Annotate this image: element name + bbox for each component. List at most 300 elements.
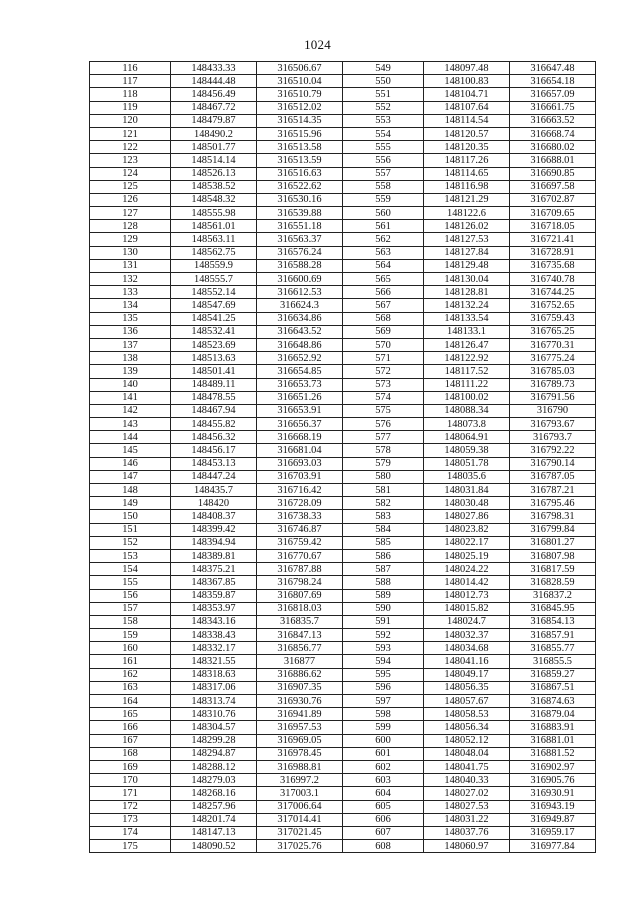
y-coordinate-left-cell: 316746.87 xyxy=(257,523,343,536)
x-coordinate-left-cell: 148547.69 xyxy=(171,299,257,312)
y-coordinate-right-cell: 316770.31 xyxy=(510,338,596,351)
point-number-right-cell: 576 xyxy=(343,418,424,431)
x-coordinate-left-cell: 148455.82 xyxy=(171,418,257,431)
point-number-right-cell: 600 xyxy=(343,734,424,747)
point-number-left-cell: 127 xyxy=(90,207,171,220)
y-coordinate-left-cell: 317014.41 xyxy=(257,813,343,826)
x-coordinate-left-cell: 148453.13 xyxy=(171,457,257,470)
y-coordinate-left-cell: 316513.58 xyxy=(257,141,343,154)
y-coordinate-right-cell: 316817.59 xyxy=(510,563,596,576)
y-coordinate-left-cell: 316653.91 xyxy=(257,404,343,417)
y-coordinate-right-cell: 316647.48 xyxy=(510,62,596,75)
table-row xyxy=(90,365,596,378)
table-row xyxy=(90,602,596,615)
y-coordinate-left-cell: 316877 xyxy=(257,655,343,668)
y-coordinate-left-cell: 316997.2 xyxy=(257,774,343,787)
point-number-right-cell: 550 xyxy=(343,75,424,88)
x-coordinate-left-cell: 148375.21 xyxy=(171,563,257,576)
table-row xyxy=(90,497,596,510)
x-coordinate-left-cell: 148420 xyxy=(171,497,257,510)
x-coordinate-right-cell: 148059.38 xyxy=(424,444,510,457)
point-number-left-cell: 134 xyxy=(90,299,171,312)
x-coordinate-left-cell: 148467.94 xyxy=(171,404,257,417)
table-row xyxy=(90,444,596,457)
x-coordinate-right-cell: 148051.78 xyxy=(424,457,510,470)
y-coordinate-left-cell: 316886.62 xyxy=(257,668,343,681)
point-number-left-cell: 121 xyxy=(90,127,171,140)
x-coordinate-right-cell: 148064.91 xyxy=(424,431,510,444)
point-number-left-cell: 144 xyxy=(90,431,171,444)
point-number-right-cell: 563 xyxy=(343,246,424,259)
y-coordinate-left-cell: 316668.19 xyxy=(257,431,343,444)
y-coordinate-right-cell: 316793.67 xyxy=(510,418,596,431)
x-coordinate-left-cell: 148490.2 xyxy=(171,127,257,140)
x-coordinate-right-cell: 148121.29 xyxy=(424,193,510,206)
x-coordinate-right-cell: 148128.81 xyxy=(424,286,510,299)
y-coordinate-left-cell: 316522.62 xyxy=(257,180,343,193)
table-row xyxy=(90,62,596,75)
point-number-right-cell: 598 xyxy=(343,708,424,721)
y-coordinate-right-cell: 316881.01 xyxy=(510,734,596,747)
x-coordinate-left-cell: 148313.74 xyxy=(171,695,257,708)
y-coordinate-left-cell: 316654.85 xyxy=(257,365,343,378)
x-coordinate-left-cell: 148548.32 xyxy=(171,193,257,206)
table-row xyxy=(90,431,596,444)
x-coordinate-left-cell: 148513.63 xyxy=(171,352,257,365)
x-coordinate-left-cell: 148367.85 xyxy=(171,576,257,589)
y-coordinate-right-cell: 316759.43 xyxy=(510,312,596,325)
point-number-left-cell: 151 xyxy=(90,523,171,536)
table-row xyxy=(90,75,596,88)
x-coordinate-left-cell: 148310.76 xyxy=(171,708,257,721)
y-coordinate-right-cell: 316775.24 xyxy=(510,352,596,365)
table-row xyxy=(90,325,596,338)
x-coordinate-right-cell: 148129.48 xyxy=(424,259,510,272)
point-number-left-cell: 175 xyxy=(90,840,171,853)
y-coordinate-right-cell: 316709.65 xyxy=(510,207,596,220)
y-coordinate-right-cell: 316845.95 xyxy=(510,602,596,615)
x-coordinate-right-cell: 148122.92 xyxy=(424,352,510,365)
y-coordinate-right-cell: 316799.84 xyxy=(510,523,596,536)
table-row xyxy=(90,629,596,642)
x-coordinate-right-cell: 148114.65 xyxy=(424,167,510,180)
y-coordinate-left-cell: 316516.63 xyxy=(257,167,343,180)
y-coordinate-right-cell: 316680.02 xyxy=(510,141,596,154)
point-number-right-cell: 554 xyxy=(343,127,424,140)
y-coordinate-left-cell: 316514.35 xyxy=(257,114,343,127)
x-coordinate-left-cell: 148489.11 xyxy=(171,378,257,391)
y-coordinate-left-cell: 316957.53 xyxy=(257,721,343,734)
y-coordinate-left-cell: 316539.88 xyxy=(257,207,343,220)
table-row xyxy=(90,523,596,536)
x-coordinate-right-cell: 148035.6 xyxy=(424,470,510,483)
table-row xyxy=(90,589,596,602)
x-coordinate-right-cell: 148100.83 xyxy=(424,75,510,88)
x-coordinate-right-cell: 148027.86 xyxy=(424,510,510,523)
y-coordinate-right-cell: 316765.25 xyxy=(510,325,596,338)
y-coordinate-right-cell: 316795.46 xyxy=(510,497,596,510)
x-coordinate-right-cell: 148073.8 xyxy=(424,418,510,431)
x-coordinate-left-cell: 148501.77 xyxy=(171,141,257,154)
y-coordinate-right-cell: 316855.5 xyxy=(510,655,596,668)
y-coordinate-right-cell: 316793.7 xyxy=(510,431,596,444)
point-number-right-cell: 556 xyxy=(343,154,424,167)
point-number-right-cell: 578 xyxy=(343,444,424,457)
x-coordinate-right-cell: 148132.24 xyxy=(424,299,510,312)
y-coordinate-right-cell: 316790.14 xyxy=(510,457,596,470)
point-number-right-cell: 574 xyxy=(343,391,424,404)
x-coordinate-right-cell: 148025.19 xyxy=(424,549,510,562)
table-row xyxy=(90,734,596,747)
y-coordinate-right-cell: 316859.27 xyxy=(510,668,596,681)
y-coordinate-right-cell: 316752.65 xyxy=(510,299,596,312)
y-coordinate-left-cell: 316716.42 xyxy=(257,484,343,497)
y-coordinate-right-cell: 316690.85 xyxy=(510,167,596,180)
x-coordinate-left-cell: 148318.63 xyxy=(171,668,257,681)
point-number-left-cell: 174 xyxy=(90,826,171,839)
y-coordinate-right-cell: 316657.09 xyxy=(510,88,596,101)
point-number-left-cell: 124 xyxy=(90,167,171,180)
point-number-right-cell: 589 xyxy=(343,589,424,602)
x-coordinate-right-cell: 148120.57 xyxy=(424,127,510,140)
point-number-right-cell: 602 xyxy=(343,760,424,773)
x-coordinate-right-cell: 148133.1 xyxy=(424,325,510,338)
point-number-right-cell: 561 xyxy=(343,220,424,233)
point-number-right-cell: 553 xyxy=(343,114,424,127)
point-number-right-cell: 603 xyxy=(343,774,424,787)
table-row xyxy=(90,207,596,220)
x-coordinate-right-cell: 148014.42 xyxy=(424,576,510,589)
point-number-left-cell: 172 xyxy=(90,800,171,813)
x-coordinate-right-cell: 148056.34 xyxy=(424,721,510,734)
table-row xyxy=(90,246,596,259)
x-coordinate-left-cell: 148561.01 xyxy=(171,220,257,233)
point-number-left-cell: 169 xyxy=(90,760,171,773)
point-number-right-cell: 565 xyxy=(343,273,424,286)
x-coordinate-left-cell: 148399.42 xyxy=(171,523,257,536)
x-coordinate-left-cell: 148332.17 xyxy=(171,642,257,655)
x-coordinate-left-cell: 148433.33 xyxy=(171,62,257,75)
y-coordinate-right-cell: 316798.31 xyxy=(510,510,596,523)
x-coordinate-left-cell: 148562.75 xyxy=(171,246,257,259)
point-number-right-cell: 599 xyxy=(343,721,424,734)
y-coordinate-right-cell: 316977.84 xyxy=(510,840,596,853)
point-number-right-cell: 597 xyxy=(343,695,424,708)
x-coordinate-left-cell: 148435.7 xyxy=(171,484,257,497)
point-number-right-cell: 560 xyxy=(343,207,424,220)
y-coordinate-right-cell: 316787.21 xyxy=(510,484,596,497)
point-number-right-cell: 604 xyxy=(343,787,424,800)
point-number-right-cell: 566 xyxy=(343,286,424,299)
y-coordinate-right-cell: 316883.91 xyxy=(510,721,596,734)
point-number-right-cell: 573 xyxy=(343,378,424,391)
x-coordinate-right-cell: 148031.84 xyxy=(424,484,510,497)
y-coordinate-right-cell: 316828.59 xyxy=(510,576,596,589)
point-number-left-cell: 118 xyxy=(90,88,171,101)
x-coordinate-left-cell: 148279.03 xyxy=(171,774,257,787)
y-coordinate-left-cell: 316551.18 xyxy=(257,220,343,233)
x-coordinate-left-cell: 148294.87 xyxy=(171,747,257,760)
table-row xyxy=(90,299,596,312)
x-coordinate-right-cell: 148056.35 xyxy=(424,681,510,694)
y-coordinate-right-cell: 316949.87 xyxy=(510,813,596,826)
y-coordinate-right-cell: 316791.56 xyxy=(510,391,596,404)
x-coordinate-right-cell: 148040.33 xyxy=(424,774,510,787)
x-coordinate-right-cell: 148097.48 xyxy=(424,62,510,75)
point-number-left-cell: 148 xyxy=(90,484,171,497)
point-number-left-cell: 162 xyxy=(90,668,171,681)
x-coordinate-left-cell: 148501.41 xyxy=(171,365,257,378)
y-coordinate-left-cell: 316512.02 xyxy=(257,101,343,114)
y-coordinate-right-cell: 316663.52 xyxy=(510,114,596,127)
point-number-right-cell: 584 xyxy=(343,523,424,536)
x-coordinate-right-cell: 148015.82 xyxy=(424,602,510,615)
point-number-left-cell: 123 xyxy=(90,154,171,167)
x-coordinate-right-cell: 148048.04 xyxy=(424,747,510,760)
x-coordinate-left-cell: 148338.43 xyxy=(171,629,257,642)
x-coordinate-left-cell: 148359.87 xyxy=(171,589,257,602)
x-coordinate-right-cell: 148088.34 xyxy=(424,404,510,417)
y-coordinate-left-cell: 316798.24 xyxy=(257,576,343,589)
y-coordinate-right-cell: 316718.05 xyxy=(510,220,596,233)
x-coordinate-right-cell: 148122.6 xyxy=(424,207,510,220)
table-row xyxy=(90,352,596,365)
x-coordinate-left-cell: 148523.69 xyxy=(171,338,257,351)
x-coordinate-left-cell: 148321.55 xyxy=(171,655,257,668)
table-row xyxy=(90,510,596,523)
table-row xyxy=(90,721,596,734)
table-row xyxy=(90,378,596,391)
y-coordinate-left-cell: 316643.52 xyxy=(257,325,343,338)
point-number-right-cell: 608 xyxy=(343,840,424,853)
point-number-left-cell: 161 xyxy=(90,655,171,668)
point-number-left-cell: 130 xyxy=(90,246,171,259)
x-coordinate-left-cell: 148479.87 xyxy=(171,114,257,127)
point-number-left-cell: 149 xyxy=(90,497,171,510)
y-coordinate-right-cell: 316789.73 xyxy=(510,378,596,391)
y-coordinate-left-cell: 316847.13 xyxy=(257,629,343,642)
point-number-right-cell: 581 xyxy=(343,484,424,497)
point-number-right-cell: 591 xyxy=(343,615,424,628)
y-coordinate-left-cell: 316510.04 xyxy=(257,75,343,88)
y-coordinate-left-cell: 316576.24 xyxy=(257,246,343,259)
x-coordinate-right-cell: 148130.04 xyxy=(424,273,510,286)
x-coordinate-left-cell: 148257.96 xyxy=(171,800,257,813)
y-coordinate-right-cell: 316807.98 xyxy=(510,549,596,562)
point-number-right-cell: 559 xyxy=(343,193,424,206)
point-number-right-cell: 562 xyxy=(343,233,424,246)
point-number-left-cell: 122 xyxy=(90,141,171,154)
table-row xyxy=(90,826,596,839)
x-coordinate-right-cell: 148012.73 xyxy=(424,589,510,602)
point-number-left-cell: 154 xyxy=(90,563,171,576)
y-coordinate-left-cell: 317021.45 xyxy=(257,826,343,839)
y-coordinate-left-cell: 316624.3 xyxy=(257,299,343,312)
point-number-left-cell: 139 xyxy=(90,365,171,378)
x-coordinate-right-cell: 148126.02 xyxy=(424,220,510,233)
y-coordinate-right-cell: 316702.87 xyxy=(510,193,596,206)
x-coordinate-left-cell: 148456.17 xyxy=(171,444,257,457)
table-row xyxy=(90,141,596,154)
point-number-left-cell: 160 xyxy=(90,642,171,655)
y-coordinate-right-cell: 316661.75 xyxy=(510,101,596,114)
y-coordinate-left-cell: 316653.73 xyxy=(257,378,343,391)
x-coordinate-right-cell: 148111.22 xyxy=(424,378,510,391)
y-coordinate-left-cell: 316703.91 xyxy=(257,470,343,483)
x-coordinate-left-cell: 148299.28 xyxy=(171,734,257,747)
point-number-left-cell: 126 xyxy=(90,193,171,206)
x-coordinate-left-cell: 148541.25 xyxy=(171,312,257,325)
x-coordinate-right-cell: 148034.68 xyxy=(424,642,510,655)
x-coordinate-right-cell: 148117.26 xyxy=(424,154,510,167)
y-coordinate-left-cell: 317006.64 xyxy=(257,800,343,813)
coordinates-table xyxy=(89,61,596,853)
y-coordinate-left-cell: 316656.37 xyxy=(257,418,343,431)
point-number-right-cell: 590 xyxy=(343,602,424,615)
point-number-right-cell: 601 xyxy=(343,747,424,760)
x-coordinate-left-cell: 148526.13 xyxy=(171,167,257,180)
table-row xyxy=(90,338,596,351)
point-number-right-cell: 558 xyxy=(343,180,424,193)
point-number-left-cell: 153 xyxy=(90,549,171,562)
x-coordinate-right-cell: 148024.7 xyxy=(424,615,510,628)
y-coordinate-left-cell: 316969.05 xyxy=(257,734,343,747)
table-row xyxy=(90,800,596,813)
y-coordinate-left-cell: 316612.53 xyxy=(257,286,343,299)
x-coordinate-right-cell: 148023.82 xyxy=(424,523,510,536)
y-coordinate-left-cell: 316856.77 xyxy=(257,642,343,655)
x-coordinate-right-cell: 148032.37 xyxy=(424,629,510,642)
table-row xyxy=(90,681,596,694)
x-coordinate-right-cell: 148041.16 xyxy=(424,655,510,668)
x-coordinate-left-cell: 148444.48 xyxy=(171,75,257,88)
table-row xyxy=(90,655,596,668)
x-coordinate-right-cell: 148107.64 xyxy=(424,101,510,114)
point-number-right-cell: 549 xyxy=(343,62,424,75)
point-number-right-cell: 594 xyxy=(343,655,424,668)
y-coordinate-right-cell: 316688.01 xyxy=(510,154,596,167)
point-number-right-cell: 579 xyxy=(343,457,424,470)
x-coordinate-right-cell: 148027.53 xyxy=(424,800,510,813)
x-coordinate-right-cell: 148060.97 xyxy=(424,840,510,853)
table-row xyxy=(90,88,596,101)
table-row xyxy=(90,101,596,114)
point-number-right-cell: 605 xyxy=(343,800,424,813)
page-number: 1024 xyxy=(304,37,331,52)
x-coordinate-left-cell: 148563.11 xyxy=(171,233,257,246)
y-coordinate-left-cell: 316530.16 xyxy=(257,193,343,206)
point-number-left-cell: 164 xyxy=(90,695,171,708)
table-row xyxy=(90,457,596,470)
y-coordinate-right-cell: 316740.78 xyxy=(510,273,596,286)
point-number-right-cell: 593 xyxy=(343,642,424,655)
y-coordinate-left-cell: 316728.09 xyxy=(257,497,343,510)
point-number-right-cell: 567 xyxy=(343,299,424,312)
table-row xyxy=(90,774,596,787)
x-coordinate-left-cell: 148447.24 xyxy=(171,470,257,483)
point-number-left-cell: 170 xyxy=(90,774,171,787)
x-coordinate-left-cell: 148467.72 xyxy=(171,101,257,114)
x-coordinate-right-cell: 148127.84 xyxy=(424,246,510,259)
point-number-right-cell: 587 xyxy=(343,563,424,576)
x-coordinate-right-cell: 148117.52 xyxy=(424,365,510,378)
table-row xyxy=(90,127,596,140)
x-coordinate-right-cell: 148116.98 xyxy=(424,180,510,193)
y-coordinate-right-cell: 316785.03 xyxy=(510,365,596,378)
x-coordinate-left-cell: 148389.81 xyxy=(171,549,257,562)
point-number-right-cell: 564 xyxy=(343,259,424,272)
point-number-right-cell: 575 xyxy=(343,404,424,417)
point-number-left-cell: 156 xyxy=(90,589,171,602)
point-number-left-cell: 136 xyxy=(90,325,171,338)
table-row xyxy=(90,470,596,483)
point-number-left-cell: 137 xyxy=(90,338,171,351)
point-number-left-cell: 173 xyxy=(90,813,171,826)
point-number-left-cell: 132 xyxy=(90,273,171,286)
table-row xyxy=(90,391,596,404)
table-row xyxy=(90,840,596,853)
y-coordinate-left-cell: 316600.69 xyxy=(257,273,343,286)
point-number-right-cell: 595 xyxy=(343,668,424,681)
point-number-left-cell: 117 xyxy=(90,75,171,88)
x-coordinate-right-cell: 148104.71 xyxy=(424,88,510,101)
point-number-right-cell: 577 xyxy=(343,431,424,444)
y-coordinate-right-cell: 316867.51 xyxy=(510,681,596,694)
point-number-left-cell: 167 xyxy=(90,734,171,747)
table-row xyxy=(90,695,596,708)
x-coordinate-right-cell: 148120.35 xyxy=(424,141,510,154)
table-row xyxy=(90,180,596,193)
x-coordinate-left-cell: 148514.14 xyxy=(171,154,257,167)
y-coordinate-right-cell: 316943.19 xyxy=(510,800,596,813)
y-coordinate-right-cell: 316668.74 xyxy=(510,127,596,140)
y-coordinate-right-cell: 316879.04 xyxy=(510,708,596,721)
y-coordinate-left-cell: 316907.35 xyxy=(257,681,343,694)
point-number-left-cell: 141 xyxy=(90,391,171,404)
table-row xyxy=(90,286,596,299)
y-coordinate-left-cell: 316835.7 xyxy=(257,615,343,628)
table-row xyxy=(90,220,596,233)
x-coordinate-left-cell: 148147.13 xyxy=(171,826,257,839)
y-coordinate-right-cell: 316905.76 xyxy=(510,774,596,787)
y-coordinate-right-cell: 316801.27 xyxy=(510,536,596,549)
x-coordinate-left-cell: 148353.97 xyxy=(171,602,257,615)
x-coordinate-left-cell: 148456.49 xyxy=(171,88,257,101)
table-row xyxy=(90,259,596,272)
point-number-right-cell: 555 xyxy=(343,141,424,154)
x-coordinate-left-cell: 148552.14 xyxy=(171,286,257,299)
point-number-left-cell: 165 xyxy=(90,708,171,721)
x-coordinate-right-cell: 148133.54 xyxy=(424,312,510,325)
table-row xyxy=(90,167,596,180)
x-coordinate-left-cell: 148555.7 xyxy=(171,273,257,286)
x-coordinate-right-cell: 148114.54 xyxy=(424,114,510,127)
point-number-left-cell: 159 xyxy=(90,629,171,642)
point-number-right-cell: 568 xyxy=(343,312,424,325)
y-coordinate-left-cell: 316807.69 xyxy=(257,589,343,602)
table-row xyxy=(90,668,596,681)
point-number-right-cell: 582 xyxy=(343,497,424,510)
point-number-right-cell: 580 xyxy=(343,470,424,483)
y-coordinate-left-cell: 317003.1 xyxy=(257,787,343,800)
y-coordinate-left-cell: 316652.92 xyxy=(257,352,343,365)
x-coordinate-left-cell: 148559.9 xyxy=(171,259,257,272)
y-coordinate-left-cell: 316681.04 xyxy=(257,444,343,457)
x-coordinate-left-cell: 148555.98 xyxy=(171,207,257,220)
y-coordinate-left-cell: 316510.79 xyxy=(257,88,343,101)
x-coordinate-left-cell: 148532.41 xyxy=(171,325,257,338)
point-number-left-cell: 158 xyxy=(90,615,171,628)
